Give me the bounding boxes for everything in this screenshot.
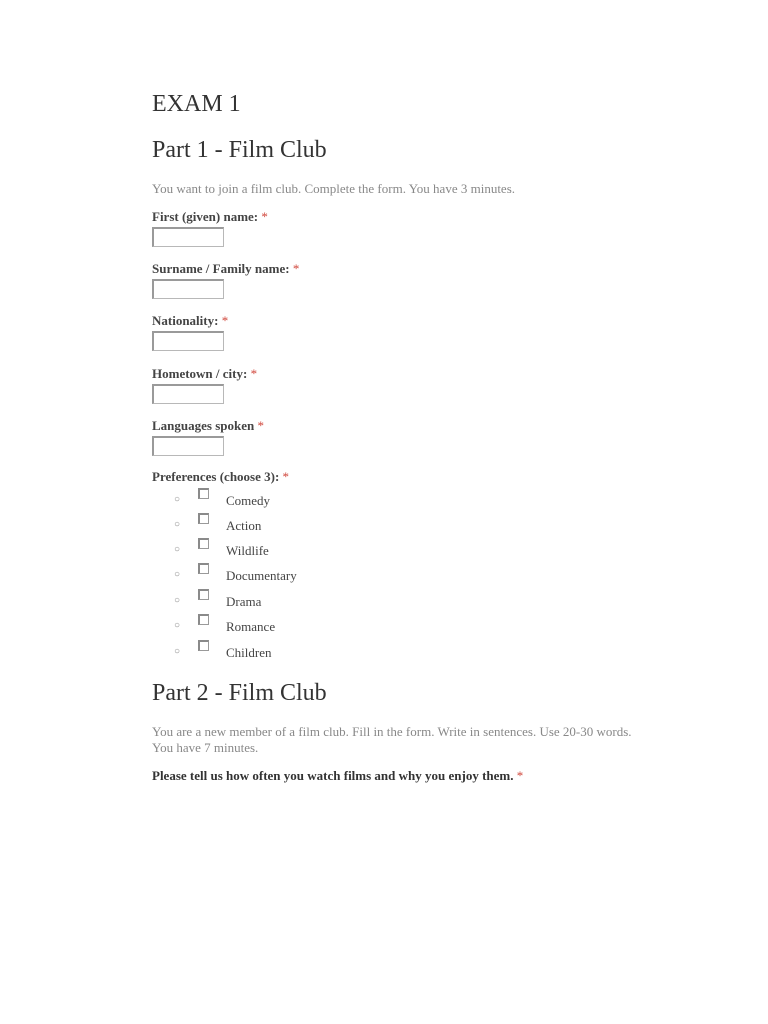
preference-item-documentary [152,563,452,583]
bullet-icon: ○ [174,494,181,505]
required-marker: * [257,418,264,433]
languages-label: Languages spoken * [152,418,264,433]
part1-heading: Part 1 - Film Club [152,137,327,163]
bullet-icon: ○ [174,519,181,530]
checkbox-comedy[interactable] [198,488,209,499]
preference-item-wildlife [152,538,452,558]
part2-instructions: You are a new member of a film club. Fill in the form. Write in sentences. Use 20-30 words. You have 7 minutes. [152,724,632,755]
checkbox-romance[interactable] [198,614,209,625]
exam-title: EXAM 1 [152,91,241,117]
nationality-field [152,313,228,351]
films-question-label: Please tell us how often you watch films and why you enjoy them. * [152,768,524,783]
first-name-input[interactable] [152,227,224,247]
first-name-label: First (given) name: * [152,209,268,224]
preference-item-children [152,640,452,660]
preferences-label: Preferences (choose 3): * [152,469,290,484]
preference-item-romance [152,614,452,634]
preference-item-comedy [152,488,452,508]
required-marker: * [221,313,229,328]
required-marker: * [250,366,258,381]
preference-label-action: Action [226,518,262,533]
checkbox-documentary[interactable] [198,563,209,574]
bullet-icon: ○ [174,569,181,580]
hometown-field [152,366,257,404]
hometown-input[interactable] [152,384,224,404]
languages-field [152,418,264,456]
bullet-icon: ○ [174,595,181,606]
nationality-label: Nationality: * [152,313,229,328]
preference-label-children: Children [226,645,272,660]
surname-input[interactable] [152,279,224,299]
nationality-input[interactable] [152,331,224,351]
preference-item-action [152,513,452,533]
part2-heading: Part 2 - Film Club [152,680,327,706]
required-marker: * [282,469,290,484]
required-marker: * [292,261,300,276]
part1-instructions: You want to join a film club. Complete the form. You have 3 minutes. [152,181,516,196]
preference-label-comedy: Comedy [226,493,271,508]
checkbox-drama[interactable] [198,589,209,600]
languages-input[interactable] [152,436,224,456]
hometown-label: Hometown / city: * [152,366,258,381]
bullet-icon: ○ [174,544,181,555]
required-marker: * [261,209,268,224]
preference-label-romance: Romance [226,619,276,634]
bullet-icon: ○ [174,620,181,631]
bullet-icon: ○ [174,646,181,657]
preference-item-drama [152,589,452,609]
preference-label-wildlife: Wildlife [226,543,269,558]
first-name-field [152,209,268,247]
surname-field [152,261,299,299]
checkbox-children[interactable] [198,640,209,651]
required-marker: * [516,768,524,783]
checkbox-action[interactable] [198,513,209,524]
checkbox-wildlife[interactable] [198,538,209,549]
preference-label-documentary: Documentary [226,568,297,583]
preference-label-drama: Drama [226,594,262,609]
surname-label: Surname / Family name: * [152,261,300,276]
